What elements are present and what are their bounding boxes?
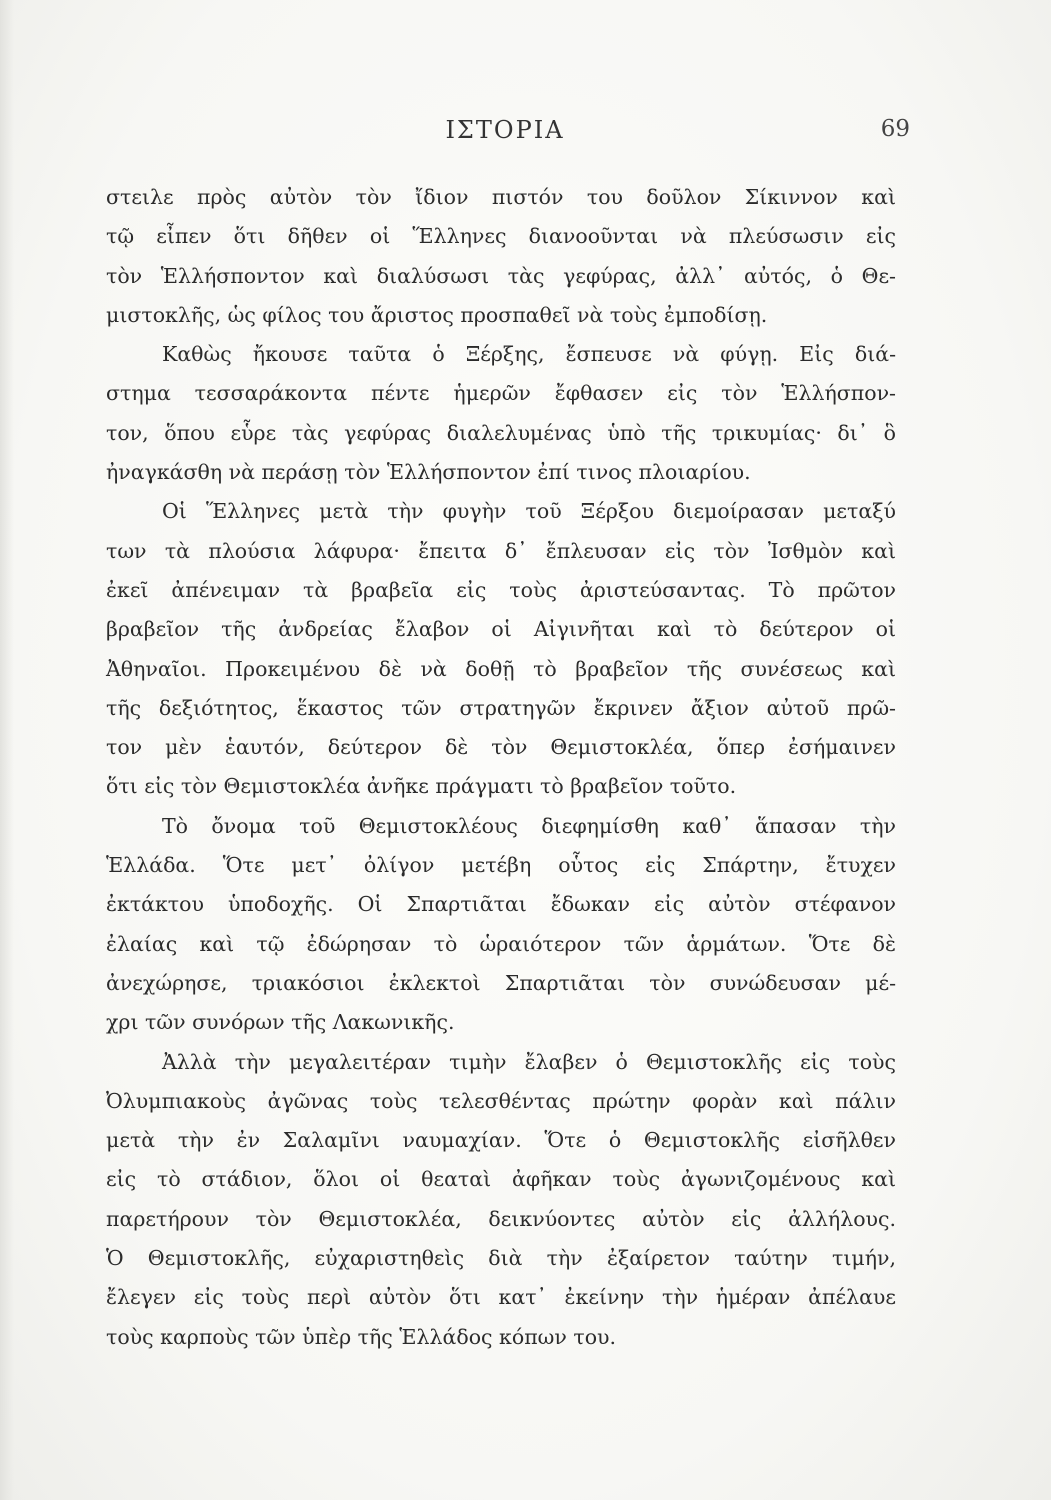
page-number: 69	[880, 116, 910, 142]
text-line: τὸν Ἑλλήσποντον καὶ διαλύσωσι τὰς γεφύρας, ἀλλ᾿ αὐτός, ὁ Θε-	[106, 263, 896, 288]
page-edge-shadow	[0, 0, 14, 1500]
text-line: παρετήρουν τὸν Θεμιστοκλέα, δεικνύοντες αὐτὸν εἰς ἀλλήλους.	[106, 1206, 896, 1231]
text-line: ἐλαίας καὶ τῷ ἐδώρησαν τὸ ὡραιότερον τῶν ἁρμάτων. Ὅτε δὲ	[106, 931, 896, 956]
text-line: βραβεῖον τῆς ἀνδρείας ἔλαβον οἱ Αἰγινῆται καὶ τὸ δεύτερον οἱ	[106, 617, 896, 642]
text-line: Ἀθηναῖοι. Προκειμένου δὲ νὰ δοθῇ τὸ βραβεῖον τῆς συνέσεως καὶ	[106, 656, 896, 681]
text-line: Ὁ Θεμιστοκλῆς, εὐχαριστηθεὶς διὰ τὴν ἐξαίρετον ταύτην τιμήν,	[106, 1246, 896, 1271]
page-header	[100, 116, 910, 150]
text-line: στημα τεσσαράκοντα πέντε ἡμερῶν ἔφθασεν εἰς τὸν Ἑλλήσπον-	[106, 381, 896, 406]
text-line: Τὸ ὄνομα τοῦ Θεμιστοκλέους διεφημίσθη καθ᾿ ἅπασαν τὴν	[162, 813, 896, 838]
text-line: ἔλεγεν εἰς τοὺς περὶ αὐτὸν ὅτι κατ᾿ ἐκείνην τὴν ἡμέραν ἀπέλαυε	[106, 1285, 896, 1310]
text-line: τῆς δεξιότητος, ἕκαστος τῶν στρατηγῶν ἔκρινεν ἄξιον αὐτοῦ πρῶ-	[106, 695, 896, 720]
text-line: εἰς τὸ στάδιον, ὅλοι οἱ θεαταὶ ἀφῆκαν τοὺς ἀγωνιζομένους καὶ	[106, 1167, 896, 1192]
running-title: ΙΣΤΟΡΙΑ	[445, 116, 565, 144]
text-line: ὅτι εἰς τὸν Θεμιστοκλέα ἀνῆκε πράγματι τὸ βραβεῖον τοῦτο.	[106, 774, 737, 799]
text-line: Ὀλυμπιακοὺς ἀγῶνας τοὺς τελεσθέντας πρώτην φορὰν καὶ πάλιν	[106, 1088, 896, 1113]
text-line: ἐκεῖ ἀπένειμαν τὰ βραβεῖα εἰς τοὺς ἀριστεύσαντας. Τὸ πρῶτον	[106, 577, 896, 602]
text-line: των τὰ πλούσια λάφυρα· ἔπειτα δ᾿ ἔπλευσαν εἰς τὸν Ἰσθμὸν καὶ	[106, 538, 896, 563]
text-line: Ἑλλάδα. Ὅτε μετ᾿ ὀλίγον μετέβη οὗτος εἰς Σπάρτην, ἔτυχεν	[106, 853, 896, 878]
text-line: χρι τῶν συνόρων τῆς Λακωνικῆς.	[106, 1010, 455, 1035]
text-line: τῷ εἶπεν ὅτι δῆθεν οἱ Ἕλληνες διανοοῦνται νὰ πλεύσωσιν εἰς	[106, 224, 896, 249]
text-line: ἀνεχώρησε, τριακόσιοι ἐκλεκτοὶ Σπαρτιᾶται τὸν συνώδευσαν μέ-	[106, 970, 896, 995]
text-line: Ἀλλὰ τὴν μεγαλειτέραν τιμὴν ἔλαβεν ὁ Θεμιστοκλῆς εἰς τοὺς	[162, 1049, 896, 1074]
body-text	[106, 178, 896, 1357]
text-line: στειλε πρὸς αὐτὸν τὸν ἴδιον πιστόν του δοῦλον Σίκιννον καὶ	[106, 185, 896, 209]
text-line: μετὰ τὴν ἐν Σαλαμῖνι ναυμαχίαν. Ὅτε ὁ Θεμιστοκλῆς εἰσῆλθεν	[106, 1128, 896, 1153]
text-line: τοὺς καρποὺς τῶν ὑπὲρ τῆς Ἑλλάδος κόπων του.	[106, 1324, 617, 1349]
text-line: μιστοκλῆς, ὡς φίλος του ἄριστος προσπαθεῖ νὰ τοὺς ἐμποδίσῃ.	[106, 302, 768, 327]
text-line: τον μὲν ἑαυτόν, δεύτερον δὲ τὸν Θεμιστοκλέα, ὅπερ ἐσήμαινεν	[106, 735, 896, 760]
text-line: Οἱ Ἕλληνες μετὰ τὴν φυγὴν τοῦ Ξέρξου διεμοίρασαν μεταξύ	[162, 499, 896, 524]
text-line: ἠναγκάσθη νὰ περάσῃ τὸν Ἑλλήσποντον ἐπί τινος πλοιαρίου.	[106, 460, 751, 485]
text-line: ἐκτάκτου ὑποδοχῆς. Οἱ Σπαρτιᾶται ἔδωκαν εἰς αὐτὸν στέφανον	[106, 892, 896, 917]
text-line: Καθὼς ἤκουσε ταῦτα ὁ Ξέρξης, ἔσπευσε νὰ φύγῃ. Εἰς διά-	[162, 342, 896, 367]
text-line: τον, ὅπου εὗρε τὰς γεφύρας διαλελυμένας ὑπὸ τῆς τρικυμίας· δι᾿ ὃ	[106, 420, 896, 445]
